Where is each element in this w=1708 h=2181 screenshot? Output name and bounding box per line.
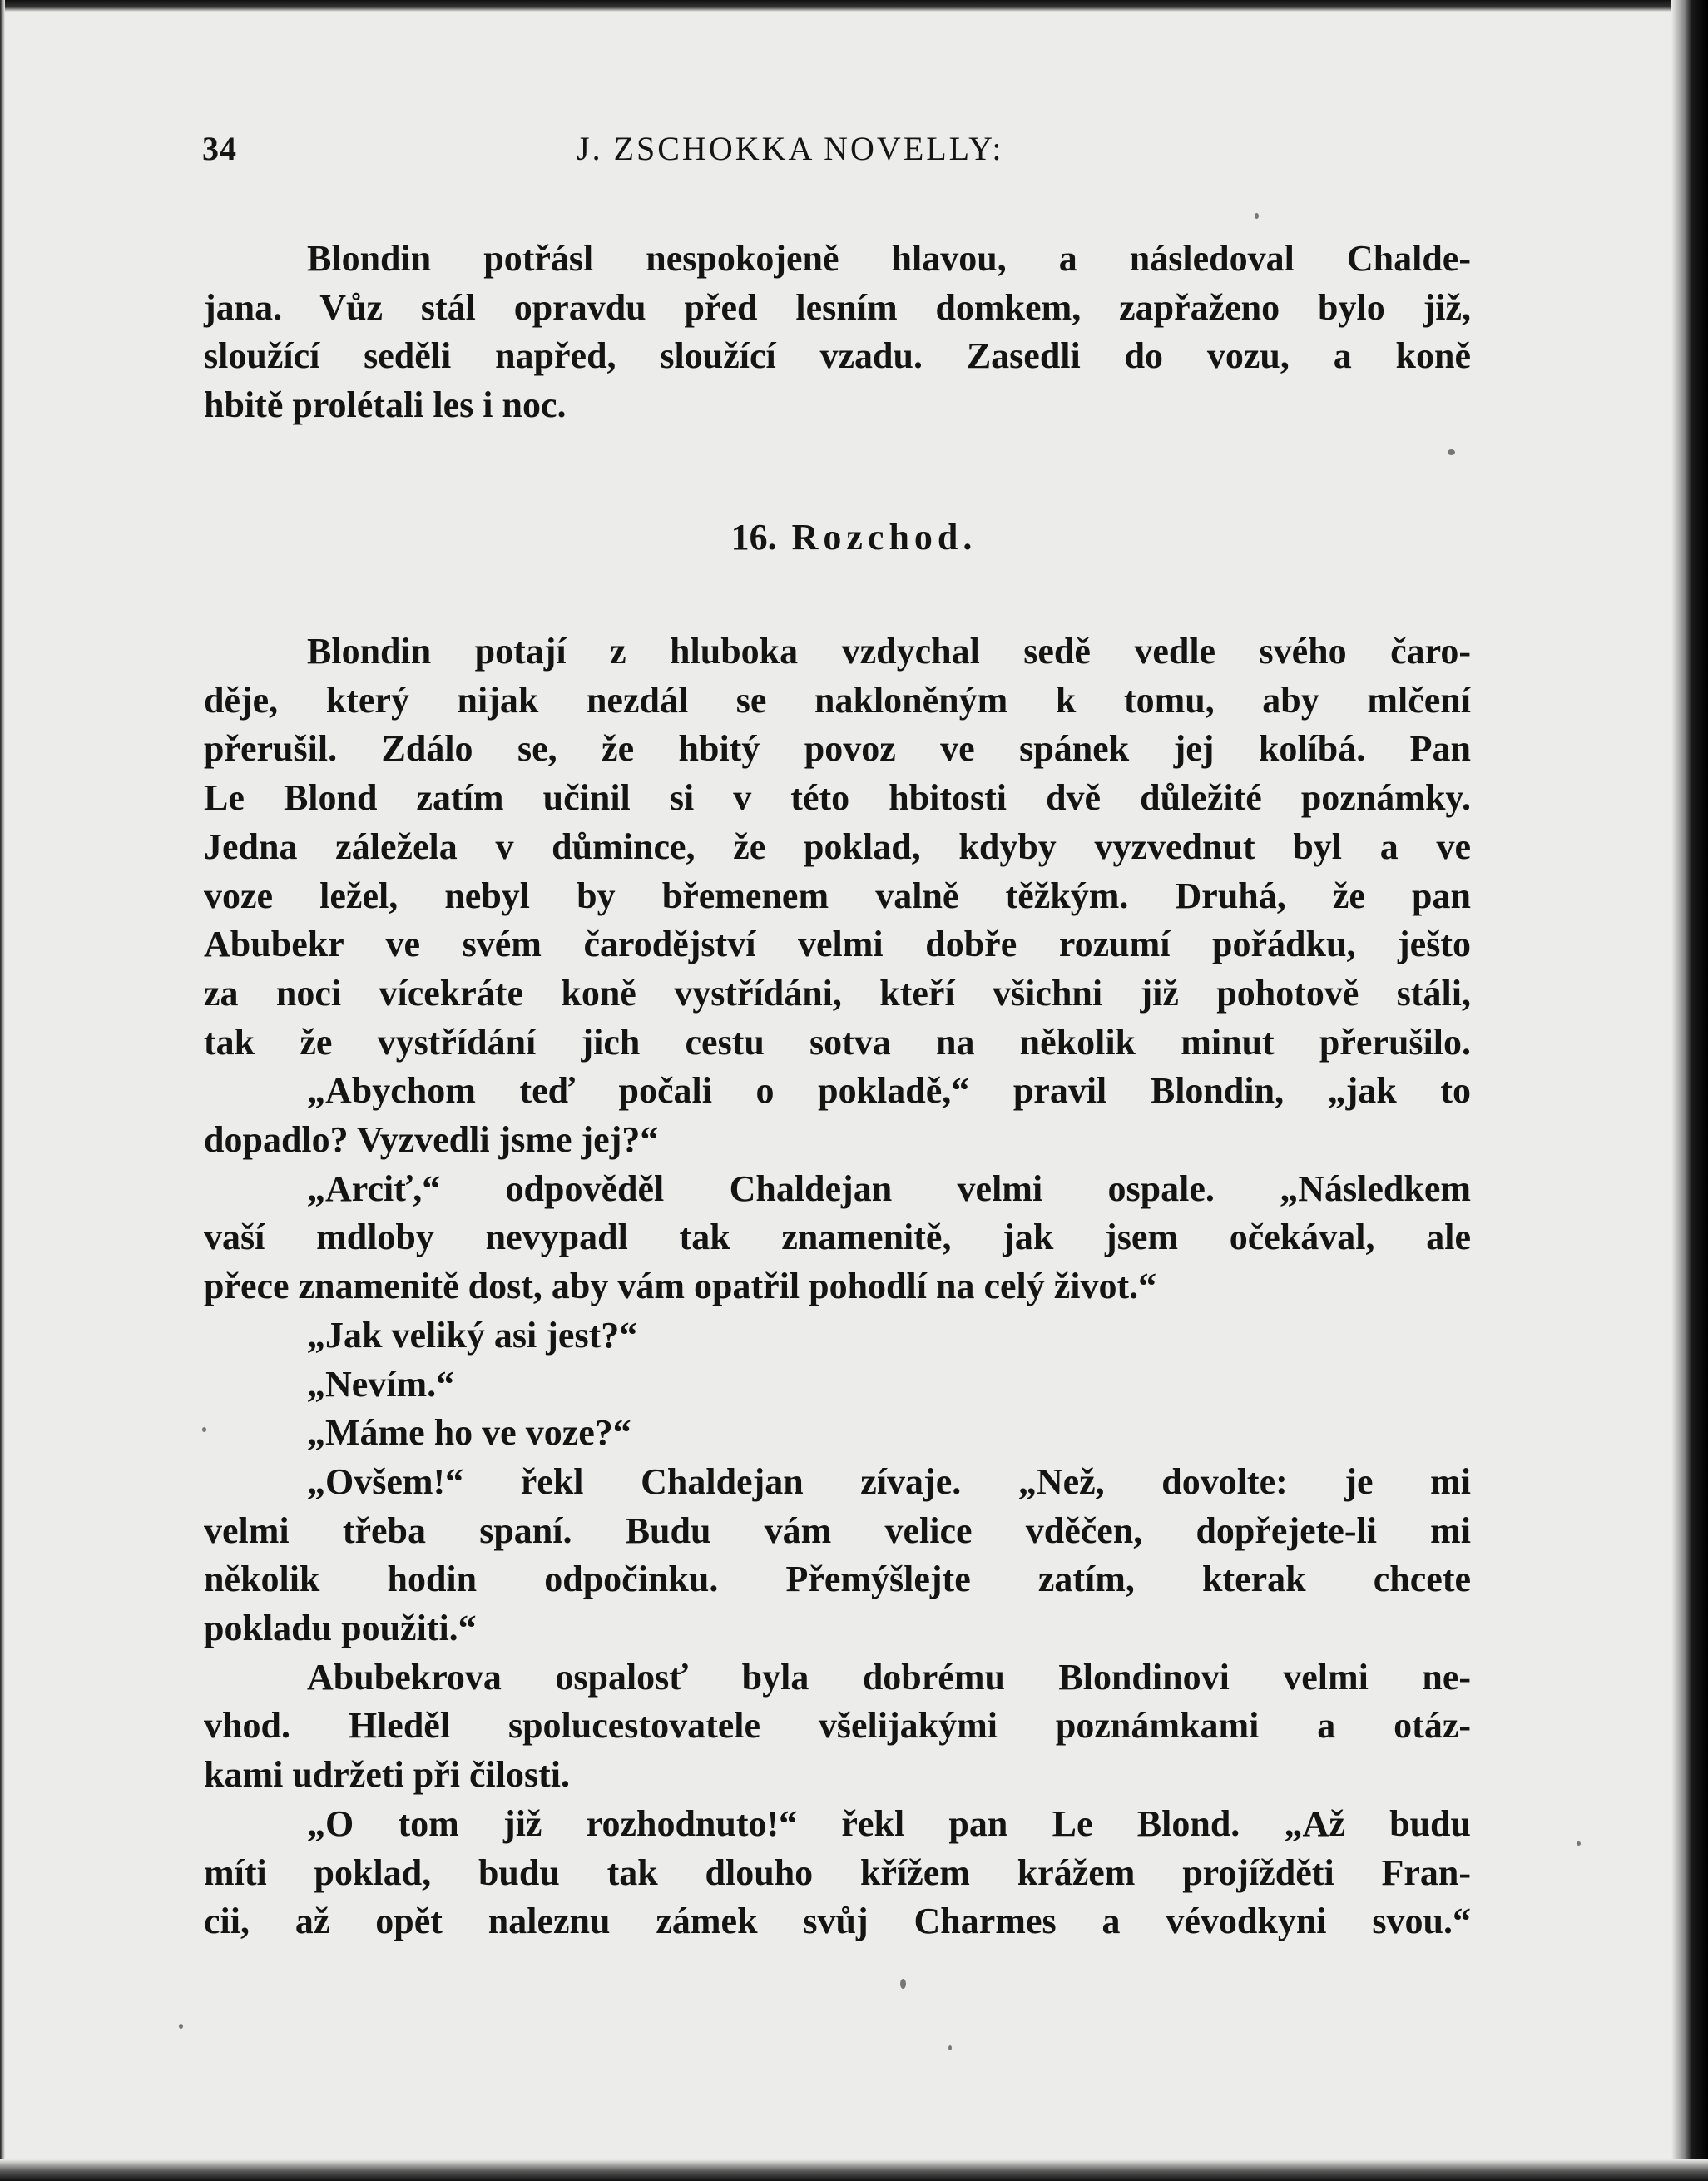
text-line: „Máme ho ve voze?“	[307, 1412, 631, 1454]
chapter-heading	[0, 516, 1708, 558]
text-line: míti poklad, budu tak dlouho křížem krážem projížděti Fran-	[204, 1851, 1471, 1893]
text-line: Blondin potají z hluboka vzdychal sedě vedle svého čaro-	[307, 631, 1471, 672]
scan-edge-top	[0, 0, 1708, 12]
text-line: vaší mdloby nevypadl tak znamenitě, jak jsem očekával, ale	[204, 1217, 1471, 1258]
scan-speck	[1577, 1841, 1581, 1846]
text-line: Le Blond zatím učinil si v této hbitosti dvě důležité poznámky.	[204, 777, 1471, 819]
text-line: „Jak veliký asi jest?“	[307, 1314, 638, 1356]
chapter-title: Rozchod.	[791, 517, 978, 558]
chapter-number: 16.	[730, 517, 777, 558]
running-head	[202, 129, 1467, 179]
scan-speck	[900, 1979, 906, 1989]
text-line: děje, který nijak nezdál se nakloněným k tomu, aby mlčení	[204, 679, 1471, 721]
scan-speck	[179, 2024, 183, 2029]
running-title: J. ZSCHOKKA NOVELLY:	[577, 130, 1004, 167]
scan-edge-left	[0, 0, 5, 2181]
text-line: hbitě prolétali les i noc.	[204, 384, 567, 426]
text-line: dopadlo? Vyzvedli jsme jej?“	[204, 1119, 659, 1161]
text-line: sloužící seděli napřed, sloužící vzadu. Zasedli do vozu, a koně	[204, 335, 1471, 377]
text-line: za noci vícekráte koně vystřídáni, kteří všichni již pohotově stáli,	[204, 972, 1471, 1014]
scan-speck	[202, 1427, 206, 1432]
text-line: „Nevím.“	[307, 1363, 455, 1405]
text-line: „O tom již rozhodnuto!“ řekl pan Le Blond. „Až budu	[307, 1802, 1471, 1844]
text-line: několik hodin odpočinku. Přemýšlejte zatím, kterak chcete	[204, 1559, 1471, 1600]
text-line: cii, až opět naleznu zámek svůj Charmes a vévodkyni svou.“	[204, 1901, 1471, 1942]
text-line: „Arciť,“ odpověděl Chaldejan velmi ospale. „Následkem	[307, 1167, 1471, 1209]
text-line: vhod. Hleděl spolucestovatele všelijakými poznámkami a otáz-	[204, 1705, 1471, 1747]
scan-edge-right	[1671, 0, 1708, 2181]
text-line: Abubekrova ospalosť byla dobrému Blondinovi velmi ne-	[307, 1656, 1471, 1698]
text-line: „Abychom teď počali o pokladě,“ pravil Blondin, „jak to	[307, 1070, 1471, 1112]
text-line: přece znamenitě dost, aby vám opatřil pohodlí na celý život.“	[204, 1266, 1157, 1307]
text-line: tak že vystřídání jich cestu sotva na několik minut přerušilo.	[204, 1021, 1471, 1063]
text-line: voze ležel, nebyl by břemenem valně těžkým. Druhá, že pan	[204, 875, 1471, 916]
text-line: přerušil. Zdálo se, že hbitý povoz ve spánek jej kolíbá. Pan	[204, 728, 1471, 770]
page-number: 34	[202, 130, 237, 167]
scan-edge-bottom	[0, 2159, 1708, 2181]
text-line: jana. Vůz stál opravdu před lesním domkem, zapřaženo bylo již,	[204, 286, 1471, 328]
text-line: kami udržeti při čilosti.	[204, 1754, 570, 1796]
scan-speck	[1255, 213, 1259, 219]
text-line: pokladu použiti.“	[204, 1608, 477, 1649]
text-line: Abubekr ve svém čarodějství velmi dobře rozumí pořádku, ješto	[204, 924, 1471, 965]
text-line: Blondin potřásl nespokojeně hlavou, a následoval Chalde-	[307, 238, 1471, 279]
scan-speck	[1448, 449, 1455, 455]
text-line: velmi třeba spaní. Budu vám velice vděčen, dopřejete-li mi	[204, 1509, 1471, 1551]
scan-speck	[948, 2045, 952, 2050]
paragraph-opening	[204, 235, 1471, 430]
text-line: Jedna záležela v důmince, že poklad, kdyby vyzvednut byl a ve	[204, 825, 1471, 867]
text-line: „Ovšem!“ řekl Chaldejan zívaje. „Než, dovolte: je mi	[307, 1460, 1471, 1502]
chapter-body	[204, 627, 1471, 1946]
